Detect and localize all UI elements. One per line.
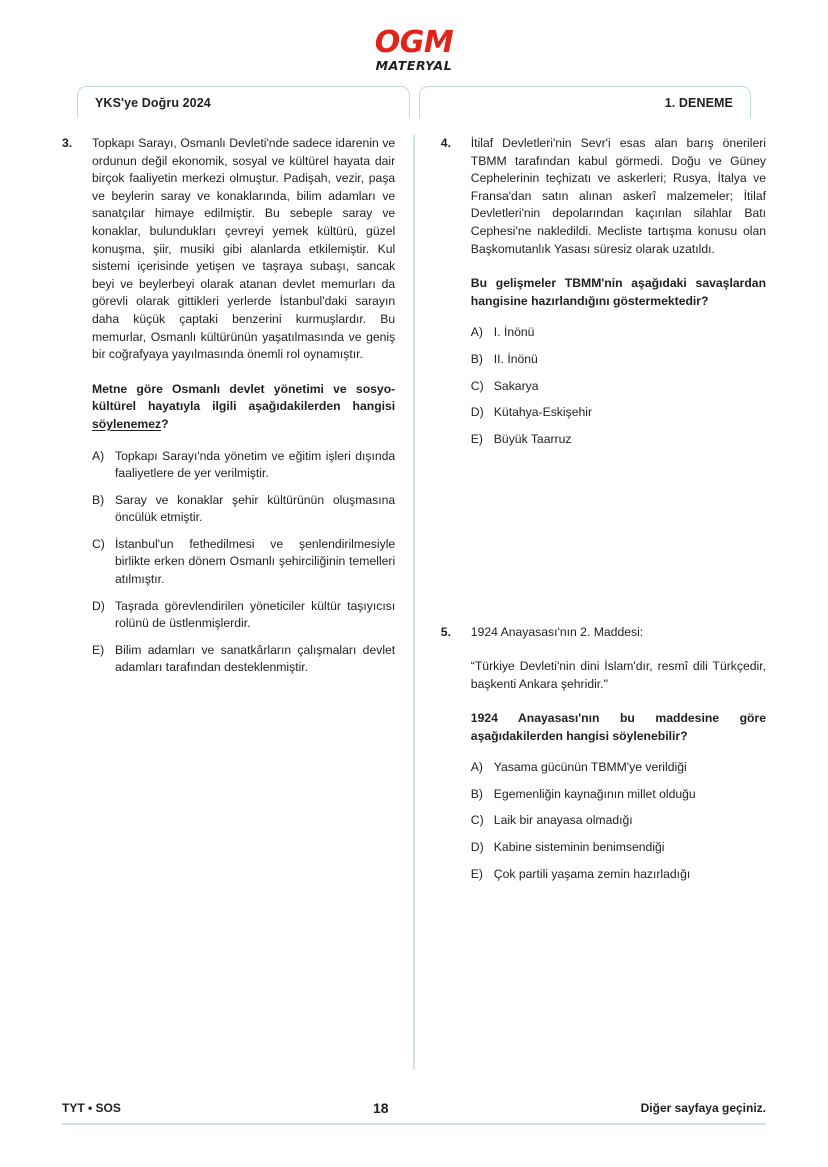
option-a-text: Topkapı Sarayı'nda yönetim ve eğitim işleri dışında faaliyetlere de yer verilmiştir. (115, 448, 396, 481)
left-column (62, 135, 413, 1070)
option-c[interactable] (471, 378, 766, 396)
option-a[interactable] (92, 448, 395, 483)
question-3-stem (92, 381, 395, 434)
logo-ogm-text: OGM (374, 24, 454, 60)
question-4-options (471, 324, 766, 448)
option-d-text: Kabine sisteminin benimsendiği (493, 840, 665, 855)
question-5-stem: 1924 Anayasası'nın bu maddesine göre aşağıdakilerden hangisi söylenebilir? (470, 711, 767, 743)
footer-next-page-note: Diğer sayfaya geçiniz. (640, 1101, 766, 1116)
brand-logo (0, 0, 828, 78)
option-c-text: Laik bir anayasa olmadığı (493, 813, 633, 828)
header-trial-label: 1. DENEME (664, 95, 733, 110)
option-c-letter: C) (470, 378, 484, 393)
question-3-stem-part1: Metne göre Osmanlı devlet yönetimi ve sosyo-kültürel hayatıyla ilgili aşağıdakilerden hangisi (92, 381, 396, 414)
question-5-intro: 1924 Anayasası'nın 2. Maddesi: (470, 625, 644, 640)
option-b[interactable] (471, 786, 766, 804)
option-b[interactable] (92, 492, 395, 527)
logo-materyal-text: MATERYAL (375, 57, 453, 73)
question-3-passage: Topkapı Sarayı, Osmanlı Devleti'nde sadece idarenin ve ordunun değil ekonomik, sosyal ve kültürel hayata dair birçok faaliyetin merkezi olmuştur. Padişah, vezir, paşa ve beylerin saray ve konaklarında, bilim adamları ve sanatçılar himaye edilmiştir. Bu sebeple saray ve konaklar, bulundukları çevreyi yemek kültürü, güzel konuşma, şiir, musiki gibi alanlarda etkilemiştir. Kul sistemi içerisinde yetişen ve taşraya subaşı, sancak beyi ve beylerbeyi olarak atanan devlet memurları da görevli olarak gittikleri yerlerde İstanbul'daki sarayın daha küçük çaptaki benzerini kurmuşlardır. Bu memurlar, Osmanlı kültürünün yaşatılmasında ve geniş bir coğrafyaya yayılmasında önemli rol oynamıştır. (92, 136, 396, 362)
option-a-letter: A) (92, 448, 105, 463)
header-exam-title-box (77, 86, 410, 118)
option-a[interactable] (471, 759, 766, 777)
page-footer (62, 1100, 766, 1125)
option-e-text: Büyük Taarruz (493, 431, 572, 446)
question-spacer (441, 448, 766, 624)
option-e[interactable] (92, 642, 395, 677)
option-d[interactable] (471, 839, 766, 857)
option-d-letter: D) (470, 405, 484, 420)
option-c-text: Sakarya (493, 378, 539, 393)
question-3-options (92, 448, 395, 678)
option-b-text: Saray ve konaklar şehir kültürünün oluşmasına öncülük etmiştir. (115, 492, 396, 525)
header-trial-box (419, 86, 752, 118)
option-d-letter: D) (470, 840, 484, 855)
question-4-stem: Bu gelişmeler TBMM'nin aşağıdaki savaşlardan hangisine hazırlandığını göstermektedir? (470, 276, 767, 308)
question-5-body (471, 624, 766, 883)
option-e[interactable] (471, 866, 766, 884)
option-c-letter: C) (92, 536, 105, 551)
option-b-letter: B) (470, 786, 483, 801)
footer-divider (62, 1123, 766, 1125)
option-d[interactable] (471, 404, 766, 422)
question-4 (441, 135, 766, 448)
question-4-passage: İtilaf Devletleri'nin Sevr'i esas alan barış önerileri TBMM tarafından kabul görmedi. Doğu ve Güney Cephelerinin teçhizatı ve askerleri; Rusya, İtalya ve Fransa'dan satın alınan askerî malzemeler; İtilaf Devletleri'nin depolarından kaçırılan silahlar Batı Cephesi'ne nakledildi. Mecliste tartışma konusu olan Başkomutanlık Yasası süresiz olarak uzatıldı. (470, 136, 767, 256)
option-c[interactable] (471, 812, 766, 830)
question-3-body (92, 135, 395, 677)
footer-subject-label: TYT • SOS (62, 1101, 121, 1116)
option-a-text: I. İnönü (493, 325, 535, 340)
question-4-body (471, 135, 766, 448)
right-column (415, 135, 766, 1070)
option-b-letter: B) (92, 492, 105, 507)
option-b-text: Egemenliğin kaynağının millet olduğu (493, 786, 696, 801)
option-d-text: Kütahya-Eskişehir (493, 405, 593, 420)
question-4-number: 4. (440, 136, 451, 150)
option-b[interactable] (471, 351, 766, 369)
option-b-text: II. İnönü (493, 351, 538, 366)
option-e-text: Çok partili yaşama zemin hazırladığı (493, 866, 691, 881)
option-a-letter: A) (470, 760, 483, 775)
option-c-text: İstanbul'un fethedilmesi ve şenlendirilmesiyle birlikte erken dönem Osmanlı şehirciliğinin temelleri atılmıştır. (115, 536, 396, 587)
question-5 (441, 624, 766, 883)
option-e-text: Bilim adamları ve sanatkârların çalışmaları devlet adamları tarafından desteklenmiştir. (115, 642, 396, 675)
footer-row (62, 1100, 766, 1123)
question-3-stem-part2: ? (161, 416, 169, 431)
option-d-letter: D) (92, 598, 105, 613)
page-number: 18 (372, 1100, 389, 1117)
page-content (62, 135, 766, 1070)
option-a-letter: A) (470, 325, 483, 340)
question-5-number: 5. (440, 625, 451, 640)
option-a-text: Yasama gücünün TBMM'ye verildiği (493, 760, 687, 775)
option-d-text: Taşrada görevlendirilen yöneticiler kültür taşıyıcısı rolünü de üstlenmişlerdir. (115, 598, 396, 631)
option-d[interactable] (92, 598, 395, 633)
option-e-letter: E) (470, 431, 483, 446)
option-e-letter: E) (92, 642, 105, 657)
option-c-letter: C) (470, 813, 484, 828)
option-c[interactable] (92, 536, 395, 589)
question-5-quote: “Türkiye Devleti'nin dini İslam'dır, resmî dili Türkçedir, başkenti Ankara şehridir." (470, 658, 767, 691)
option-a[interactable] (471, 324, 766, 342)
header-exam-title: YKS'ye Doğru 2024 (95, 95, 211, 110)
question-3-number: 3. (62, 136, 73, 150)
option-e-letter: E) (470, 866, 483, 881)
question-3-stem-underlined: söylenemez (92, 416, 162, 431)
page-header (77, 86, 751, 118)
question-5-options (471, 759, 766, 883)
option-e[interactable] (471, 431, 766, 449)
question-3 (62, 135, 395, 677)
option-b-letter: B) (470, 351, 483, 366)
